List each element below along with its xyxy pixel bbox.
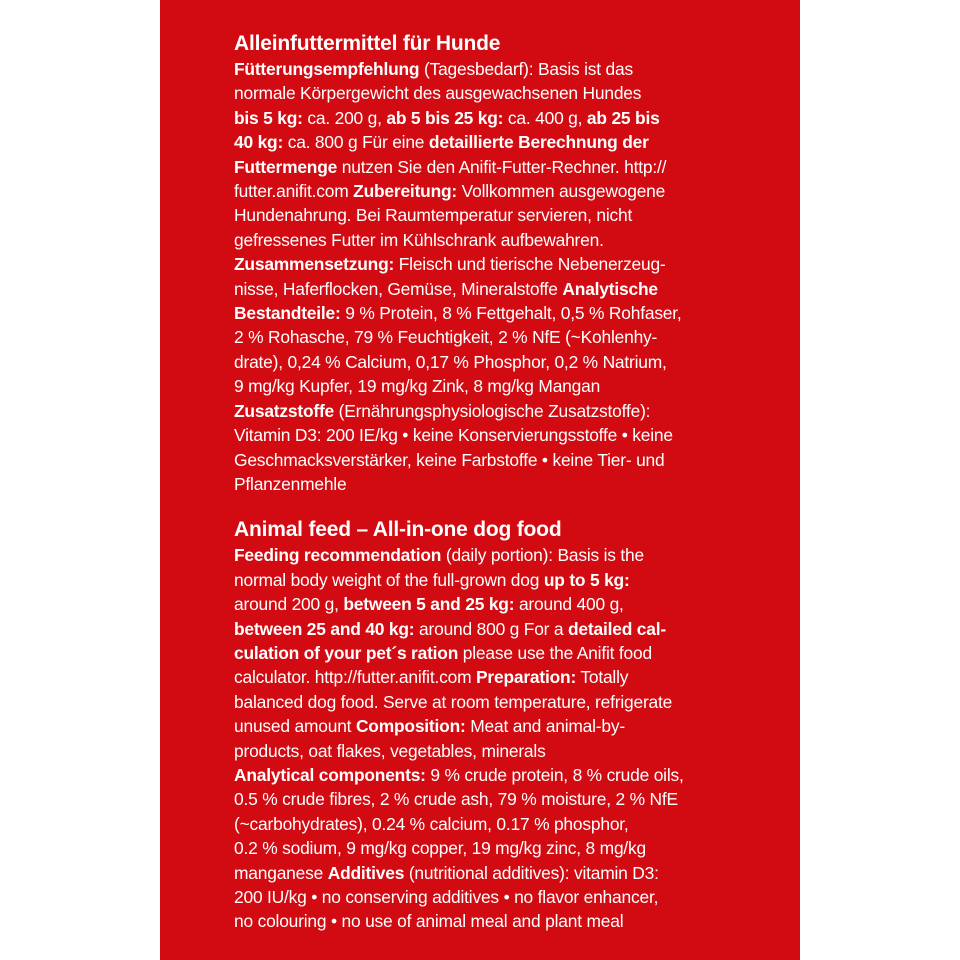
text-line xyxy=(234,885,776,909)
text-line xyxy=(234,155,776,179)
text-line xyxy=(234,617,776,641)
text-line xyxy=(234,228,776,252)
text-run: 0.5 % crude fibres, 2 % crude ash, 79 % moisture, 2 % NfE xyxy=(234,789,678,810)
text-run: Totally xyxy=(576,667,629,688)
text-run: (daily portion): Basis is the xyxy=(441,545,644,566)
bold-term: detailed cal- xyxy=(568,618,666,639)
english-heading: Animal feed – All-in-one dog food xyxy=(234,518,562,542)
bold-term: between 5 and 25 kg: xyxy=(343,594,515,615)
english-paragraph xyxy=(234,543,776,934)
text-line xyxy=(234,714,776,738)
text-run: around 400 g, xyxy=(514,594,624,615)
text-run: (~carbohydrates), 0.24 % calcium, 0.17 % phosphor, xyxy=(234,813,629,834)
text-run: 9 % crude protein, 8 % crude oils, xyxy=(425,764,684,785)
text-run: ca. 200 g, xyxy=(302,107,387,128)
bold-term: Fütterungsempfehlung xyxy=(234,59,420,79)
text-line xyxy=(234,423,776,447)
text-run: normale Körpergewicht des ausgewachsenen Hundes xyxy=(234,83,642,104)
text-run: normal body weight of the full-grown dog xyxy=(234,569,544,590)
bold-term: Zusatzstoffe xyxy=(234,400,335,421)
text-run: nutzen Sie den Anifit-Futter-Rechner. http:// xyxy=(337,156,667,177)
text-run: (nutritional additives): vitamin D3: xyxy=(404,862,659,883)
text-run: unused amount xyxy=(234,716,356,737)
text-run: drate), 0,24 % Calcium, 0,17 % Phosphor, 0,2 % Natrium, xyxy=(234,351,667,372)
text-line xyxy=(234,399,776,423)
bold-term: ab 5 bis 25 kg: xyxy=(386,107,504,128)
bold-term: culation of your pet´s ration xyxy=(234,642,459,663)
text-line xyxy=(234,739,776,763)
bold-term: ab 25 bis xyxy=(586,107,660,128)
bold-term: 40 kg: xyxy=(234,132,284,153)
text-line xyxy=(234,301,776,325)
text-run: gefressenes Futter im Kühlschrank aufbewahren. xyxy=(234,229,604,250)
text-run: around 200 g, xyxy=(234,594,344,615)
text-line xyxy=(234,325,776,349)
text-run: Vollkommen ausgewogene xyxy=(457,181,666,202)
text-run: please use the Anifit food xyxy=(458,642,652,663)
text-run: futter.anifit.com xyxy=(234,181,354,202)
text-run: Vitamin D3: 200 IE/kg • keine Konservierungsstoffe • keine xyxy=(234,425,673,446)
english-section xyxy=(234,516,776,934)
text-run: Meat and animal-by- xyxy=(465,716,625,737)
bold-term: Analytical components: xyxy=(234,764,426,785)
text-line xyxy=(234,861,776,885)
text-line xyxy=(234,543,776,567)
bold-term: detaillierte Berechnung der xyxy=(428,132,649,153)
text-line xyxy=(234,203,776,227)
bold-term: Preparation: xyxy=(476,667,577,688)
bold-term: bis 5 kg: xyxy=(234,107,303,128)
bold-term: Additives xyxy=(327,862,405,883)
bold-term: Zubereitung: xyxy=(353,181,458,202)
text-run: (Ernährungsphysiologische Zusatzstoffe): xyxy=(334,400,651,421)
text-line xyxy=(234,690,776,714)
product-label-panel xyxy=(160,0,800,960)
text-run: nisse, Haferflocken, Gemüse, Mineralstoffe xyxy=(234,278,563,299)
text-line xyxy=(234,106,776,130)
text-run: Fleisch und tierische Nebenerzeug- xyxy=(394,254,666,275)
text-run: 9 % Protein, 8 % Fettgehalt, 0,5 % Rohfaser, xyxy=(340,303,682,324)
german-heading: Alleinfuttermittel für Hunde xyxy=(234,32,501,55)
text-run: calculator. http://futter.anifit.com xyxy=(234,667,476,688)
german-paragraph xyxy=(234,57,776,496)
text-line xyxy=(234,179,776,203)
bold-term: Futtermenge xyxy=(234,156,338,177)
text-run: 9 mg/kg Kupfer, 19 mg/kg Zink, 8 mg/kg Mangan xyxy=(234,376,601,397)
text-line xyxy=(234,763,776,787)
text-run: manganese xyxy=(234,862,328,883)
text-run: 200 IU/kg • no conserving additives • no flavor enhancer, xyxy=(234,887,659,907)
text-line xyxy=(234,448,776,472)
text-line xyxy=(234,568,776,592)
german-section xyxy=(234,30,776,496)
text-run: (Tagesbedarf): Basis ist das xyxy=(419,59,633,79)
text-run: no colouring • no use of animal meal and plant meal xyxy=(234,911,624,932)
bold-term: Zusammensetzung: xyxy=(234,254,395,275)
text-line xyxy=(234,836,776,860)
text-run: ca. 800 g Für eine xyxy=(283,132,429,153)
bold-term: Bestandteile: xyxy=(234,303,341,324)
text-line xyxy=(234,472,776,496)
text-line xyxy=(234,252,776,276)
text-line xyxy=(234,374,776,398)
bold-term: between 25 and 40 kg: xyxy=(234,618,415,639)
text-line xyxy=(234,57,776,81)
text-line xyxy=(234,641,776,665)
bold-term: Feeding recommendation xyxy=(234,545,442,566)
bold-term: Composition: xyxy=(355,716,466,737)
text-line xyxy=(234,665,776,689)
text-run: balanced dog food. Serve at room temperature, refrigerate xyxy=(234,691,673,712)
text-run: ca. 400 g, xyxy=(503,107,587,128)
text-line xyxy=(234,130,776,154)
bold-term: Analytische xyxy=(562,278,658,299)
text-run: 2 % Rohasche, 79 % Feuchtigkeit, 2 % NfE (~Kohlenhy- xyxy=(234,327,658,348)
text-line xyxy=(234,812,776,836)
text-run: products, oat flakes, vegetables, minerals xyxy=(234,740,546,761)
text-line xyxy=(234,909,776,933)
text-run: around 800 g For a xyxy=(414,618,568,639)
text-line xyxy=(234,592,776,616)
bold-term: up to 5 kg: xyxy=(543,569,630,590)
text-run: 0.2 % sodium, 9 mg/kg copper, 19 mg/kg zinc, 8 mg/kg xyxy=(234,838,647,859)
text-run: Geschmacksverstärker, keine Farbstoffe • keine Tier- und xyxy=(234,449,665,470)
text-line xyxy=(234,277,776,301)
text-line xyxy=(234,81,776,105)
text-line xyxy=(234,350,776,374)
text-run: Hundenahrung. Bei Raumtemperatur servieren, nicht xyxy=(234,205,633,226)
text-run: Pflanzenmehle xyxy=(234,473,347,494)
text-line xyxy=(234,787,776,811)
